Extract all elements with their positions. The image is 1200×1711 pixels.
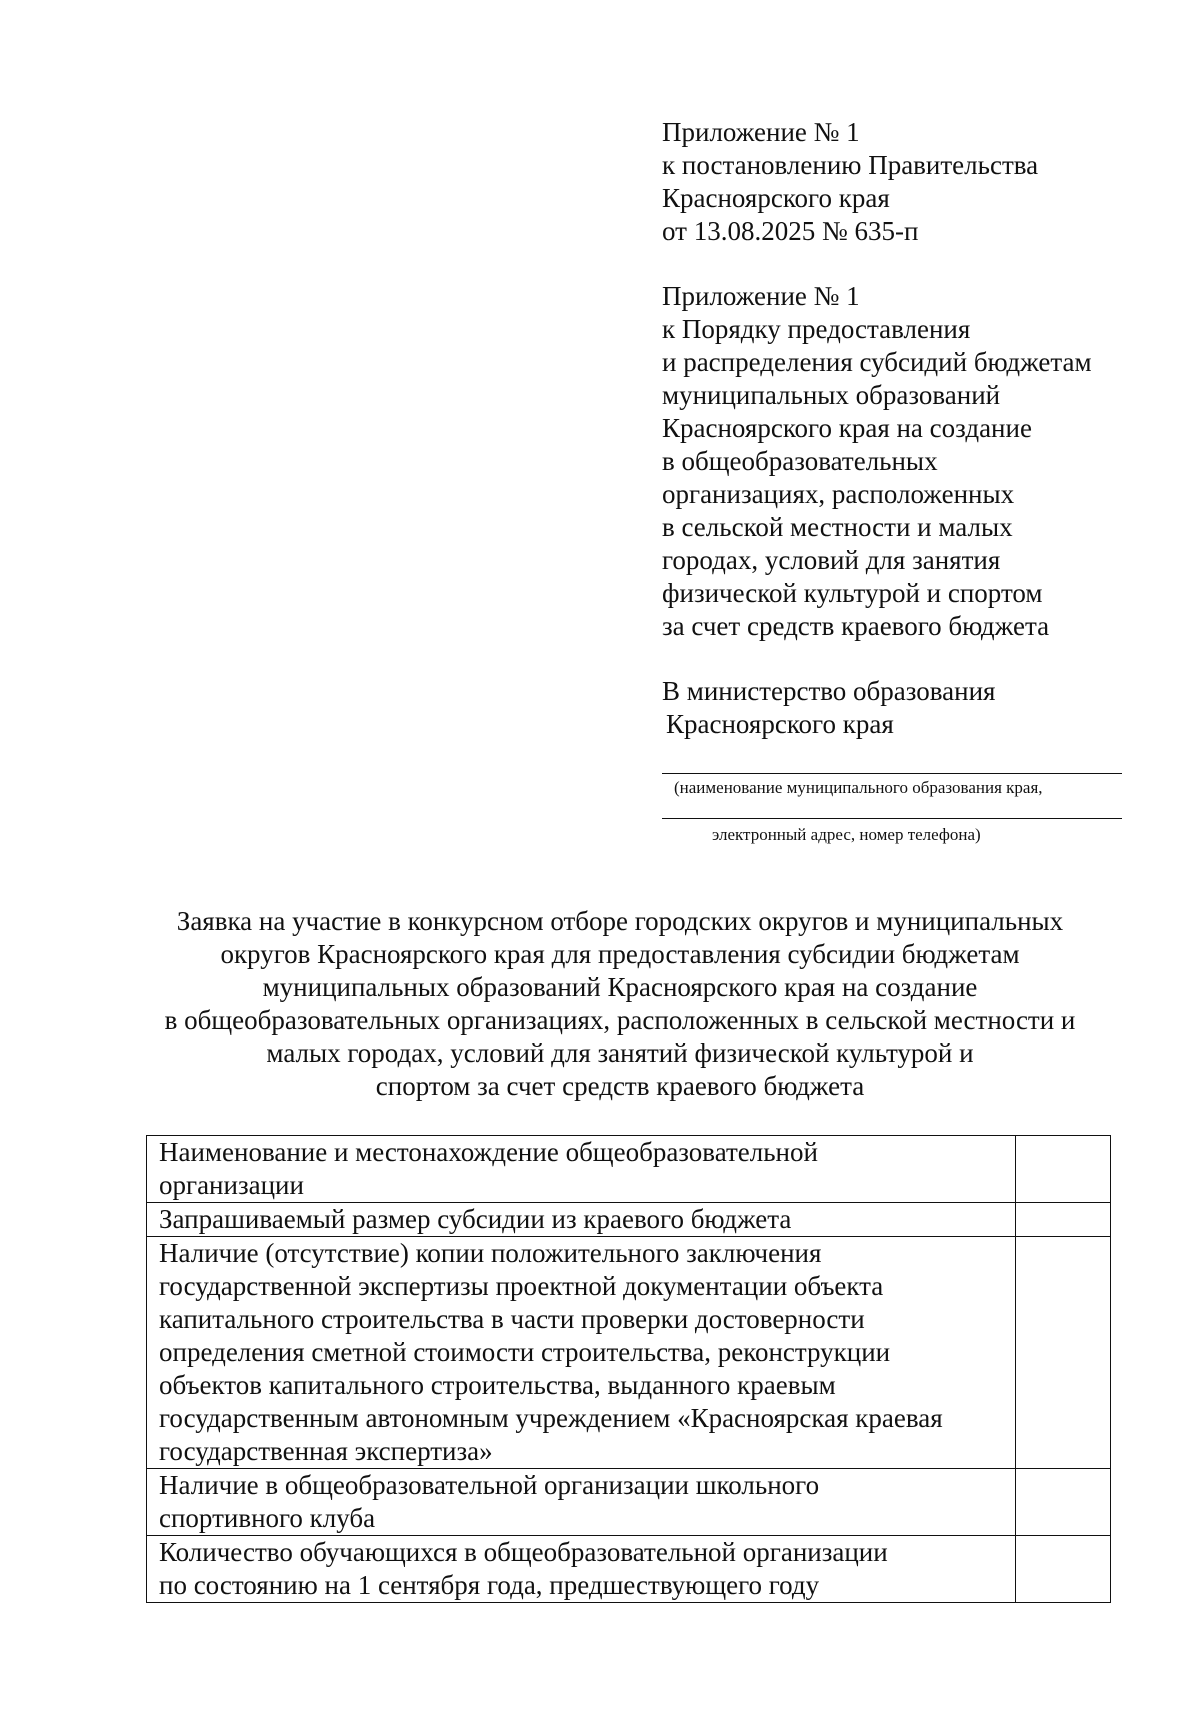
criterion-value-cell[interactable] [1016, 1469, 1111, 1536]
appendix-header-procedure [662, 280, 1092, 643]
appendix-line: в общеобразовательных [662, 446, 938, 476]
criterion-label: Наименование и местонахождение общеобразовательной организации [159, 1137, 818, 1200]
criterion-label: Количество обучающихся в общеобразовательной организации по состоянию на 1 сентября года, предшествующего году [159, 1537, 888, 1600]
form-title-line: Заявка на участие в конкурсном отборе городских округов и муниципальных [176, 906, 1064, 936]
criterion-value-cell[interactable] [1016, 1536, 1111, 1603]
criterion-label-cell [147, 1203, 1016, 1237]
appendix-line: и распределения субсидий бюджетам [662, 347, 1092, 377]
appendix-line: Приложение № 1 [662, 281, 860, 311]
criterion-label-cell [147, 1469, 1016, 1536]
criterion-value-cell[interactable] [1016, 1237, 1111, 1469]
criterion-label-cell [147, 1136, 1016, 1203]
table-row [147, 1203, 1111, 1237]
criterion-label: Наличие в общеобразовательной организации школьного спортивного клуба [159, 1470, 820, 1533]
appendix-line: к постановлению Правительства [662, 150, 1039, 180]
addressee-line: Красноярского края [666, 709, 894, 739]
form-title-line: муниципальных образований Красноярского края на создание [262, 972, 978, 1002]
table-row [147, 1136, 1111, 1203]
form-title [120, 905, 1120, 1103]
addressee-block [662, 675, 995, 741]
criterion-value-cell[interactable] [1016, 1203, 1111, 1237]
form-title-line: малых городах, условий для занятий физической культурой и [266, 1038, 974, 1068]
table-row [147, 1237, 1111, 1469]
fill-in-line[interactable] [662, 773, 1122, 774]
appendix-line: к Порядку предоставления [662, 314, 971, 344]
table-row [147, 1469, 1111, 1536]
fill-in-caption: электронный адрес, номер телефона) [712, 825, 981, 844]
form-title-line: округов Красноярского края для предоставления субсидии бюджетам [220, 939, 1020, 969]
appendix-line: в сельской местности и малых [662, 512, 1013, 542]
appendix-line: муниципальных образований [662, 380, 1001, 410]
criterion-label-cell [147, 1536, 1016, 1603]
appendix-line: за счет средств краевого бюджета [662, 611, 1050, 641]
appendix-line: организациях, расположенных [662, 479, 1015, 509]
appendix-header-resolution [662, 116, 1038, 248]
appendix-line: городах, условий для занятия [662, 545, 1001, 575]
criterion-value-cell[interactable] [1016, 1136, 1111, 1203]
addressee-line: В министерство образования [662, 676, 996, 706]
criterion-label: Запрашиваемый размер субсидии из краевого бюджета [159, 1204, 792, 1234]
table-row [147, 1536, 1111, 1603]
form-title-line: спортом за счет средств краевого бюджета [375, 1071, 865, 1101]
criterion-label: Наличие (отсутствие) копии положительного заключения государственной экспертизы проектной документации объекта капитального строительства в части проверки достоверности определения сметной стоимости строительства, реконструкции объектов капитального строительства, выданного краевым государственным автономным учреждением «Красноярская краевая государственная экспертиза» [159, 1238, 943, 1466]
appendix-line: Красноярского края [662, 183, 890, 213]
criterion-label-cell [147, 1237, 1016, 1469]
appendix-line: от 13.08.2025 № 635-п [662, 216, 919, 246]
criteria-table [146, 1135, 1111, 1603]
fill-in-caption: (наименование муниципального образования края, [674, 778, 1043, 797]
appendix-line: Красноярского края на создание [662, 413, 1032, 443]
form-title-line: в общеобразовательных организациях, расположенных в сельской местности и [164, 1005, 1076, 1035]
appendix-line: физической культурой и спортом [662, 578, 1043, 608]
appendix-line: Приложение № 1 [662, 117, 860, 147]
fill-in-line[interactable] [662, 818, 1122, 819]
